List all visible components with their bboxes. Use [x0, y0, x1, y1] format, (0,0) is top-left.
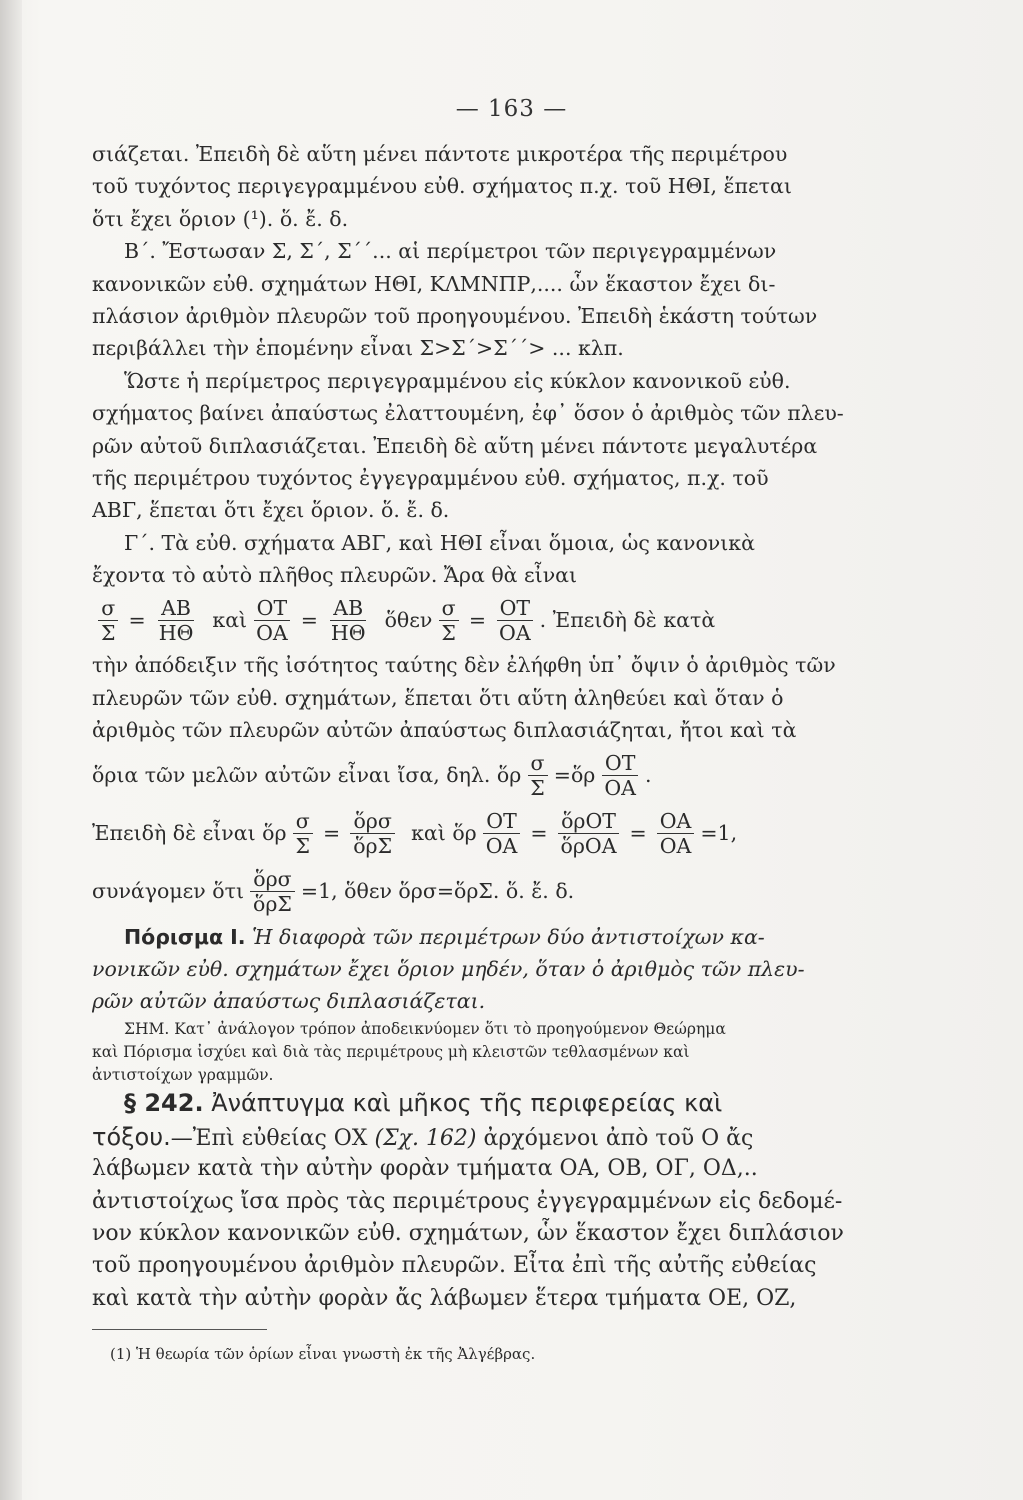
fraction [483, 809, 521, 858]
numerator: ὅρσ [350, 809, 394, 834]
numerator: ΟΤ [483, 809, 519, 834]
section-line: νον κύκλον κανονικῶν εὐθ. σχημάτων, ὧν ἕκαστον ἔχει διπλάσιον [92, 1220, 844, 1246]
text-line: ἔχοντα τὸ αὐτὸ πλῆθος πλευρῶν. Ἄρα θὰ εἶναι [92, 563, 578, 588]
fraction [156, 596, 197, 645]
text-line: τοῦ τυχόντος περιγεγραμμένου εὐθ. σχήματος π.χ. τοῦ ΗΘΙ, ἕπεται [92, 174, 792, 199]
porisma-text: νονικῶν εὐθ. σχημάτων ἔχει ὅριον μηδέν, ὅταν ὁ ἀριθμὸς τῶν πλευ- [92, 957, 805, 982]
equals-sign: = [530, 821, 548, 846]
denominator: ΗΘ [330, 620, 366, 645]
fraction [250, 867, 295, 916]
note-line: καὶ Πόρισμα ἰσχύει καὶ διὰ τὰς περιμέτρους μὴ κλειστῶν τεθλασμένων καὶ [92, 1042, 690, 1061]
denominator: ΟΑ [256, 620, 288, 645]
porisma-line [92, 921, 882, 953]
denominator: ΟΑ [604, 776, 636, 801]
equation-end: =1, [700, 821, 738, 846]
denominator: ΟΑ [499, 620, 531, 645]
section-text: ἀρχόμενοι ἀπὸ τοῦ Ο ἄς [483, 1125, 754, 1151]
fraction [527, 751, 548, 800]
section-242 [92, 1087, 882, 1315]
denominator: ὅρΣ [253, 892, 292, 917]
equation-lead-text: Ἐπειδὴ δὲ εἶναι ὅρ [92, 821, 287, 846]
numerator: σ [439, 596, 459, 621]
word-kai-or: καὶ ὅρ [411, 821, 477, 846]
text-line: σιάζεται. Ἐπειδὴ δὲ αὕτη μένει πάντοτε μικροτέρα τῆς περιμέτρου [92, 142, 788, 166]
numerator: ΟΤ [254, 596, 290, 621]
equals-sign: = [629, 821, 647, 846]
equation-trailing-text: . Ἐπειδὴ δὲ κατὰ [539, 608, 716, 633]
numerator: ὅρσ [250, 867, 294, 892]
denominator: Σ [441, 620, 456, 645]
section-line: τοῦ προηγουμένου ἀριθμὸν πλευρῶν. Εἶτα ἐπὶ τῆς αὐτῆς εὐθείας [92, 1253, 817, 1279]
section-line: ἀντιστοίχως ἴσα πρὸς τὰς περιμέτρους ἐγγεγραμμένων εἰς δεδομέ- [92, 1188, 843, 1214]
equation-limit-values [92, 805, 882, 863]
equals-sign: = [128, 608, 146, 633]
porisma-text: Ἡ διαφορὰ τῶν περιμέτρων δύο ἀντιστοίχων κα- [252, 924, 765, 949]
equation-lead-text: ὅρια τῶν μελῶν αὐτῶν εἶναι ἴσα, δηλ. ὅρ [92, 763, 522, 788]
text-line: τῆς περιμέτρου τυχόντος ἐγγεγραμμένου εὐθ. σχήματος, π.χ. τοῦ [92, 465, 769, 490]
section-line [92, 1121, 882, 1153]
section-heading [92, 1087, 882, 1121]
fraction [601, 751, 639, 800]
section-line: καὶ κατὰ τὴν αὐτὴν φορὰν ἄς λάβωμεν ἕτερα τμήματα ΟΕ, ΟΖ, [92, 1285, 797, 1311]
fraction [293, 809, 314, 858]
footnote-rule [92, 1329, 267, 1330]
equation-conclusion [92, 863, 882, 921]
porisma-text: ρῶν αὐτῶν ἀπαύστως διπλασιάζεται. [92, 989, 486, 1014]
numerator: ὅρΟΤ [558, 809, 619, 834]
page-number: — 163 — [455, 96, 568, 122]
denominator: ΗΘ [158, 620, 194, 645]
section-line: λάβωμεν κατὰ τὴν αὐτὴν φορὰν τμήματα ΟΑ, ΟΒ, ΟΓ, ΟΔ,.. [92, 1156, 758, 1182]
page-body [92, 138, 882, 1371]
equation-middle-text: =ὅρ [553, 763, 596, 788]
text-line: Ὥστε ἡ περίμετρος περιγεγραμμένου εἰς κύκλον κανονικοῦ εὐθ. [124, 368, 791, 393]
equation-end: . [644, 763, 652, 788]
text-line: πλάσιον ἀριθμὸν πλευρῶν τοῦ προηγουμένου. Ἐπειδὴ ἑκάστη τούτων [92, 303, 818, 328]
denominator: Σ [530, 776, 545, 801]
page-spine-shadow [0, 0, 22, 1500]
fraction [98, 596, 119, 645]
text-line: τὴν ἀπόδειξιν τῆς ἰσότητος ταύτης δὲν ἐλήφθη ὑπ᾽ ὄψιν ὁ ἀριθμὸς τῶν [92, 653, 836, 678]
text-line: Β΄. Ἔστωσαν Σ, Σ΄, Σ΄΄... αἱ περίμετροι τῶν περιγεγραμμένων [124, 239, 777, 264]
numerator: ΑΒ [158, 596, 194, 621]
text-line: ΑΒΓ, ἕπεται ὅτι ἔχει ὅριον. ὅ. ἔ. δ. [92, 498, 450, 523]
equation-limits [92, 747, 882, 805]
text-line: πλευρῶν τῶν εὐθ. σχημάτων, ἕπεται ὅτι αὕτη ἀληθεύει καὶ ὅταν ὁ [92, 685, 784, 710]
section-text: —Ἐπὶ εὐθείας ΟΧ [170, 1125, 368, 1151]
section-number: § 242. [124, 1088, 204, 1117]
text-line: σχήματος βαίνει ἀπαύστως ἐλαττουμένη, ἐφ᾽ ὅσον ὁ ἀριθμὸς τῶν πλευ- [92, 401, 844, 426]
figure-reference: (Σχ. 162) [374, 1125, 477, 1151]
text-line: Γ΄. Τὰ εὐθ. σχήματα ΑΒΓ, καὶ ΗΘΙ εἶναι ὅμοια, ὡς κανονικὰ [124, 530, 755, 555]
equation-middle-text: =1, ὅθεν ὅρσ=ὅρΣ. ὅ. ἔ. δ. [300, 879, 575, 904]
fraction [657, 809, 695, 858]
denominator: ὅρΟΑ [560, 834, 617, 859]
numerator: ΑΒ [330, 596, 366, 621]
note-line: ΣΗΜ. Κατ᾽ ἀνάλογον τρόπον ἀποδεικνύομεν ὅτι τὸ προηγούμενον Θεώρημα [124, 1019, 726, 1038]
equation-lead-text: συνάγομεν ὅτι [92, 879, 244, 904]
denominator: ΟΑ [485, 834, 518, 859]
denominator: Σ [295, 834, 311, 859]
section-title-continued: τόξου. [92, 1122, 171, 1151]
fraction [438, 596, 459, 645]
denominator: ΟΑ [659, 834, 692, 859]
note-line: ἀντιστοίχων γραμμῶν. [92, 1065, 274, 1084]
fraction [328, 596, 369, 645]
footnote: (1) Ἡ θεωρία τῶν ὁρίων εἶναι γνωστὴ ἐκ τῆς Ἀλγέβρας. [110, 1345, 536, 1364]
numerator: σ [528, 751, 548, 776]
numerator: ΟΤ [602, 751, 638, 776]
word-kai: καὶ [212, 608, 248, 633]
porisma-heading: Πόρισμα I. [124, 924, 246, 949]
numerator: σ [98, 596, 118, 621]
denominator: Σ [101, 620, 116, 645]
fraction [558, 809, 620, 858]
text-line: ἀριθμὸς τῶν πλευρῶν αὐτῶν ἀπαύστως διπλασιάζηται, ἤτοι καὶ τὰ [92, 718, 797, 743]
numerator: ΟΤ [497, 596, 533, 621]
equation-ratio [92, 591, 882, 649]
equals-sign: = [323, 821, 341, 846]
equals-sign: = [300, 608, 318, 633]
word-othen: ὅθεν [384, 608, 433, 633]
text-line: κανονικῶν εὐθ. σχημάτων ΗΘΙ, ΚΛΜΝΠΡ,.... ὧν ἕκαστον ἔχει δι- [92, 271, 776, 296]
equals-sign: = [468, 608, 487, 633]
text-line: ὅτι ἔχει ὅριον (¹). ὅ. ἔ. δ. [92, 206, 349, 231]
fraction [253, 596, 291, 645]
denominator: ὅρΣ [353, 834, 393, 859]
fraction [350, 809, 395, 858]
section-title: Ἀνάπτυγμα καὶ μῆκος τῆς περιφερείας καὶ [211, 1088, 723, 1117]
text-line: ρῶν αὐτοῦ διπλασιάζεται. Ἐπειδὴ δὲ αὕτη μένει πάντοτε μεγαλυτέρα [92, 433, 818, 458]
numerator: ΟΑ [657, 809, 695, 834]
note-block [92, 1018, 882, 1087]
fraction [496, 596, 534, 645]
text-line: περιβάλλει τὴν ἑπομένην εἶναι Σ>Σ΄>Σ΄΄> ... κλπ. [92, 336, 624, 361]
numerator: σ [293, 809, 313, 834]
